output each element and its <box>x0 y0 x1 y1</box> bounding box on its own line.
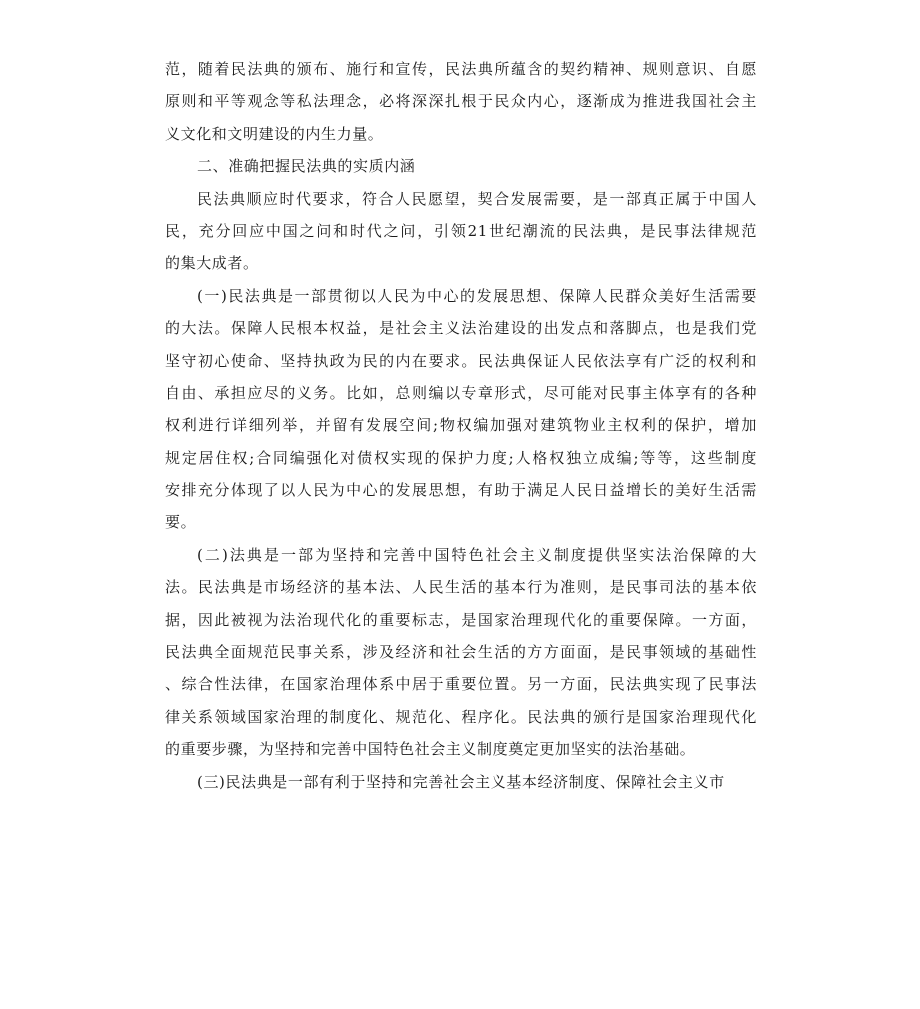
text-line: (二)法典是一部为坚持和完善中国特色社会主义制度提供坚实法治保障的大 <box>197 545 757 564</box>
text-line: 的重要步骤，为坚持和完善中国特色社会主义制度奠定更加坚实的法治基础。 <box>165 740 696 759</box>
paragraph <box>165 280 757 539</box>
text-line: 民，充分回应中国之问和时代之问，引领21世纪潮流的民法典，是民事法律规范 <box>165 221 757 240</box>
text-line: 要。 <box>165 513 197 532</box>
text-line: 二、准确把握民法典的实质内涵 <box>197 157 416 176</box>
text-line: 律关系领域国家治理的制度化、规范化、程序化。民法典的颁行是国家治理现代化 <box>165 707 757 726</box>
text-line: 权利进行详细列举，并留有发展空间;物权编加强对建筑物业主权利的保护，增加 <box>165 416 757 435</box>
paragraph <box>165 539 757 766</box>
paragraph <box>165 183 757 280</box>
text-line: 、综合性法律，在国家治理体系中居于重要位置。另一方面，民法典实现了民事法 <box>165 675 757 694</box>
text-line: 原则和平等观念等私法理念，必将深深扎根于民众内心，逐渐成为推进我国社会主 <box>165 92 757 111</box>
text-line: 安排充分体现了以人民为中心的发展思想，有助于满足人民日益增长的美好生活需 <box>165 481 757 500</box>
text-line: 义文化和文明建设的内生力量。 <box>165 124 384 143</box>
text-line: (一)民法典是一部贯彻以人民为中心的发展思想、保障人民群众美好生活需要 <box>197 286 757 305</box>
text-line: 的集大成者。 <box>165 254 259 273</box>
text-line: 规定居住权;合同编强化对债权实现的保护力度;人格权独立成编;等等，这些制度 <box>165 448 757 467</box>
text-line: 范，随着民法典的颁布、施行和宣传，民法典所蕴含的契约精神、规则意识、自愿 <box>165 60 757 78</box>
text-line: 的大法。保障人民根本权益，是社会主义法治建设的出发点和落脚点，也是我们党 <box>165 319 757 338</box>
text-line: 坚守初心使命、坚持执政为民的内在要求。民法典保证人民依法享有广泛的权利和 <box>165 351 757 370</box>
text-line: 法。民法典是市场经济的基本法、人民生活的基本行为准则，是民事司法的基本依 <box>165 578 757 597</box>
text-line: 据，因此被视为法治现代化的重要标志，是国家治理现代化的重要保障。一方面， <box>165 610 757 629</box>
section-heading <box>165 150 757 182</box>
text-line: 自由、承担应尽的义务。比如，总则编以专章形式，尽可能对民事主体享有的各种 <box>165 383 757 402</box>
text-line: 民法典全面规范民事关系，涉及经济和社会生活的方方面面，是民事领域的基础性 <box>165 643 757 662</box>
paragraph <box>165 766 757 798</box>
paragraph <box>165 53 757 150</box>
text-line: 民法典顺应时代要求，符合人民愿望，契合发展需要，是一部真正属于中国人 <box>197 189 757 208</box>
text-line: (三)民法典是一部有利于坚持和完善社会主义基本经济制度、保障社会主义市 <box>197 772 725 791</box>
document-body <box>165 53 757 798</box>
